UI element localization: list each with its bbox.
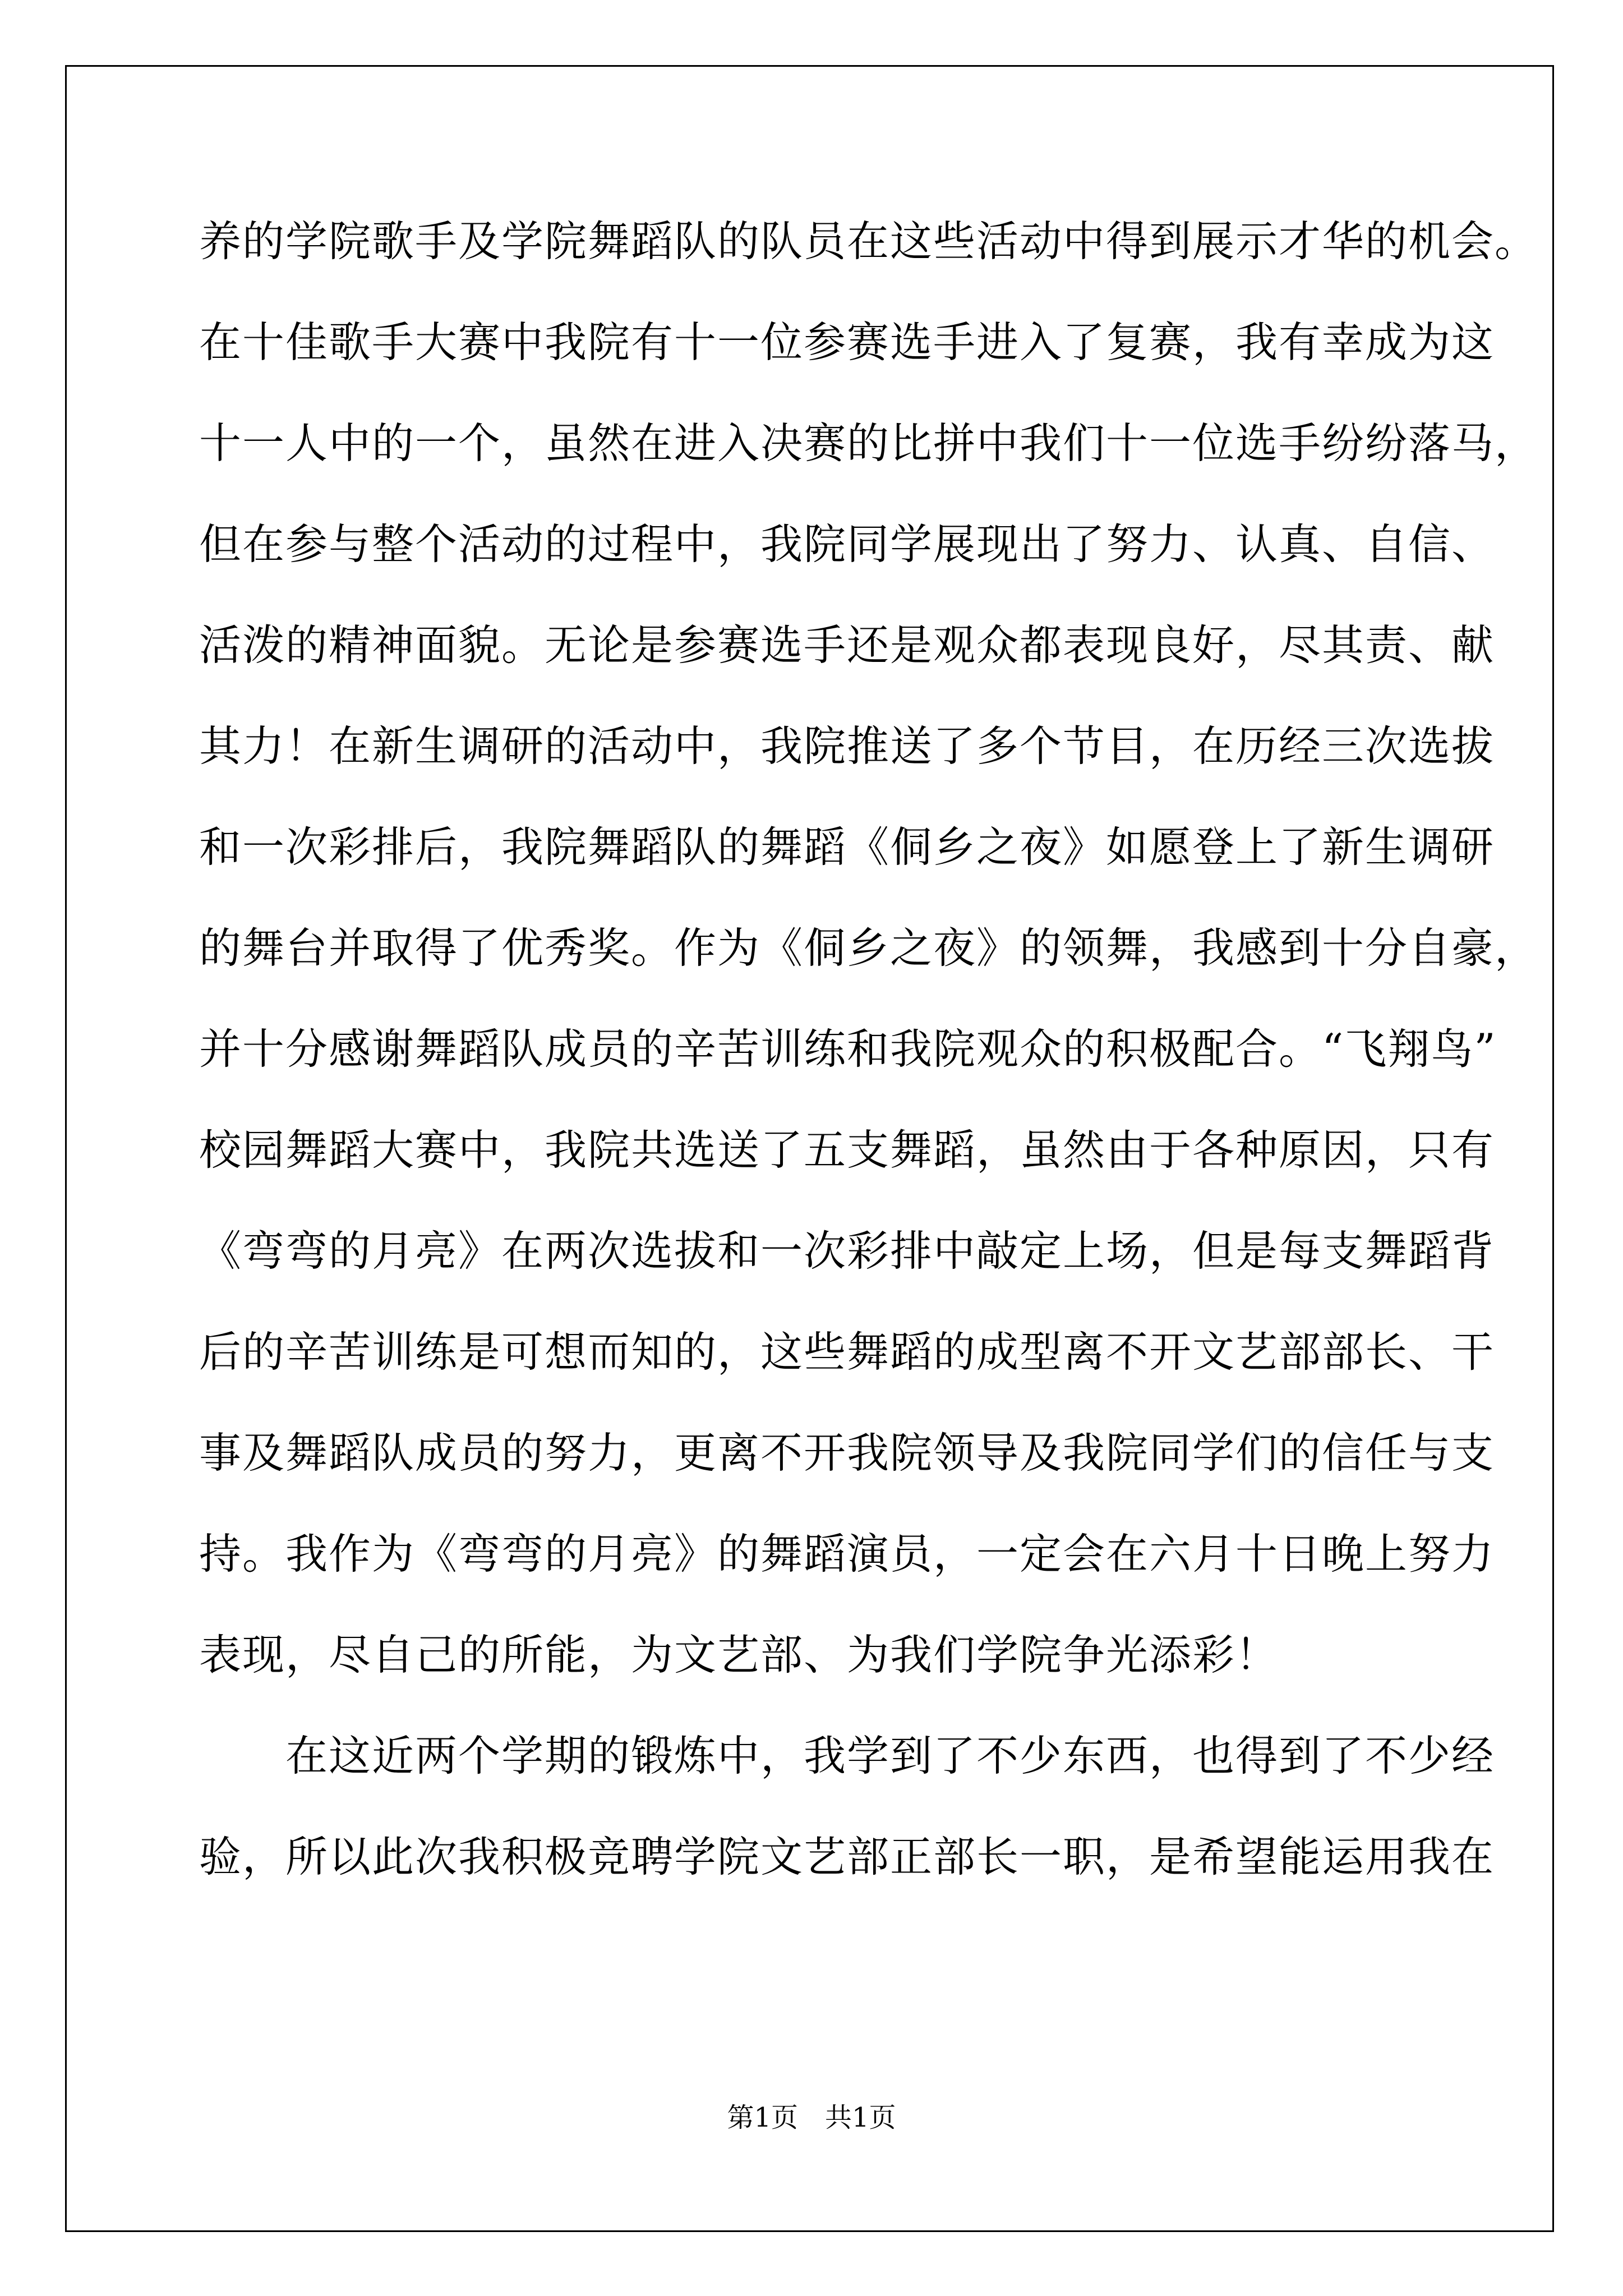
text-line: 验，所以此次我积极竞聘学院文艺部正部长一职，是希望能运用我在 — [199, 1832, 1495, 1881]
text-line: 的舞台并取得了优秀奖。作为《侗乡之夜》的领舞，我感到十分自豪， — [199, 923, 1538, 973]
text-line: 其力！在新生调研的活动中，我院推送了多个节目，在历经三次选拔 — [199, 721, 1495, 771]
text-line: 但在参与整个活动的过程中，我院同学展现出了努力、认真、自信、 — [199, 519, 1495, 569]
text-line: 养的学院歌手及学院舞蹈队的队员在这些活动中得到展示才华的机会。 — [199, 217, 1538, 266]
page-footer: 第1页 共1页 — [727, 2102, 896, 2133]
text-line: 活泼的精神面貌。无论是参赛选手还是观众都表现良好，尽其责、献 — [199, 620, 1495, 670]
text-line: 在十佳歌手大赛中我院有十一位参赛选手进入了复赛，我有幸成为这 — [199, 318, 1495, 367]
text-line: 表现，尽自己的所能，为文艺部、为我们学院争光添彩！ — [199, 1630, 1279, 1680]
text-line: 校园舞蹈大赛中，我院共选送了五支舞蹈，虽然由于各种原因，只有 — [199, 1125, 1495, 1175]
text-line: 《弯弯的月亮》在两次选拔和一次彩排中敲定上场，但是每支舞蹈背 — [199, 1226, 1495, 1276]
text-line: 事及舞蹈队成员的努力，更离不开我院领导及我院同学们的信任与支 — [199, 1428, 1495, 1478]
text-line: 在这近两个学期的锻炼中，我学到了不少东西，也得到了不少经 — [199, 1731, 1495, 1780]
text-line: 持。我作为《弯弯的月亮》的舞蹈演员，一定会在六月十日晚上努力 — [199, 1529, 1495, 1579]
text-line: 十一人中的一个，虽然在进入决赛的比拼中我们十一位选手纷纷落马， — [199, 418, 1538, 468]
text-line: 后的辛苦训练是可想而知的，这些舞蹈的成型离不开文艺部部长、干 — [199, 1327, 1495, 1377]
text-line: 并十分感谢舞蹈队成员的辛苦训练和我院观众的积极配合。“飞翔鸟” — [199, 1024, 1497, 1074]
text-line: 和一次彩排后，我院舞蹈队的舞蹈《侗乡之夜》如愿登上了新生调研 — [199, 822, 1495, 872]
